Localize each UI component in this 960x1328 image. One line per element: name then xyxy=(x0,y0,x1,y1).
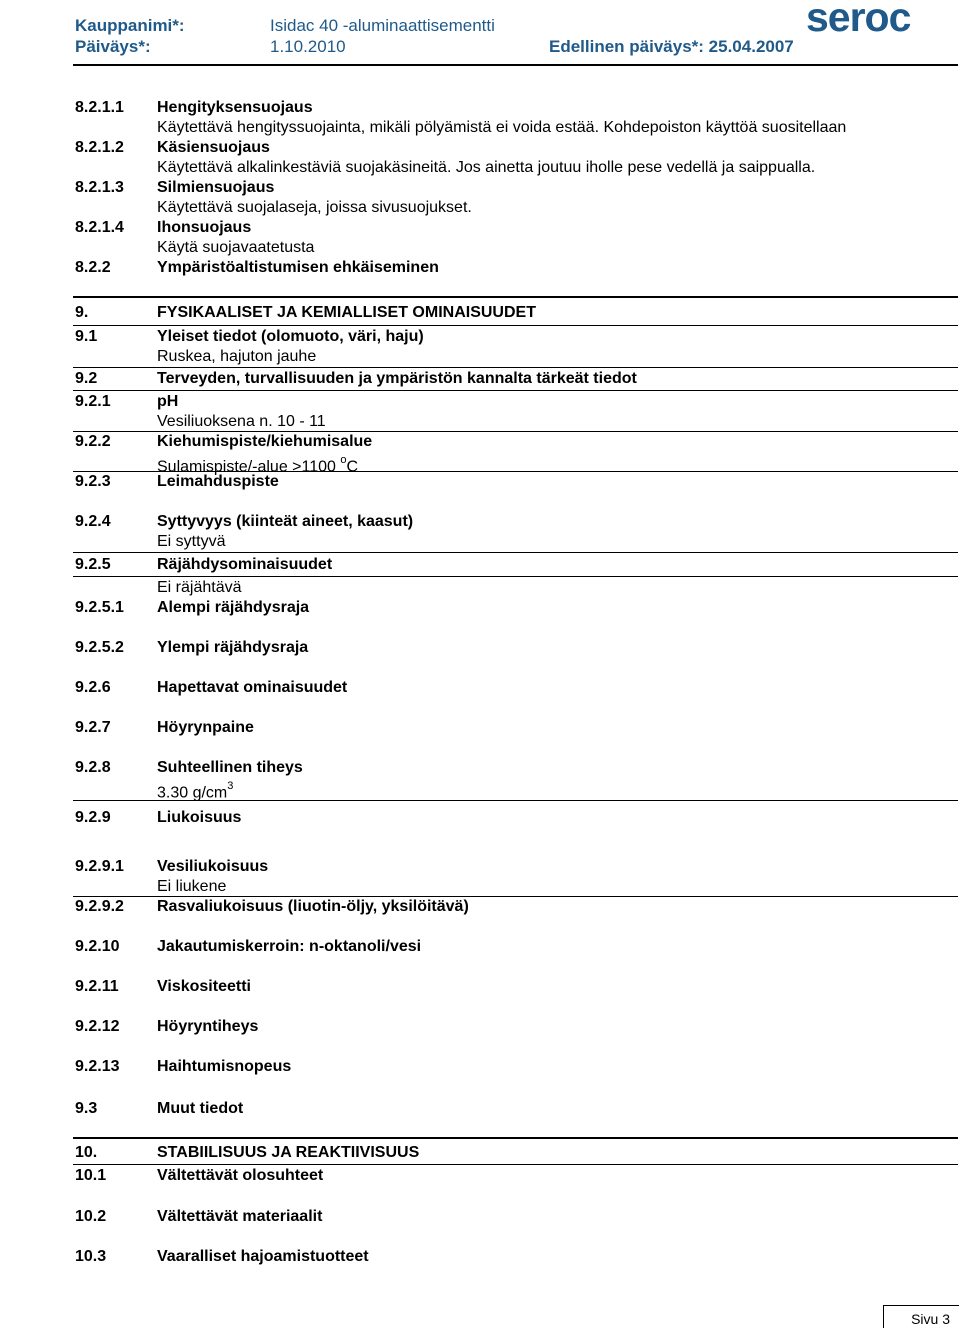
section-number: 8.2.1.3 xyxy=(75,179,124,196)
section-number: 9.2.8 xyxy=(75,759,111,776)
row-divider xyxy=(73,576,958,577)
degree-mark: o xyxy=(340,454,347,466)
section-title: Vältettävät materiaalit xyxy=(157,1208,323,1225)
section-number: 9.2.5.1 xyxy=(75,599,124,616)
section-title: Alempi räjähdysraja xyxy=(157,599,310,616)
section-number: 9.2.11 xyxy=(75,978,119,995)
date-label: Päiväys*: xyxy=(75,37,151,56)
section-number: 8.2.1.1 xyxy=(75,99,124,116)
chapter-title: STABIILISUUS JA REAKTIIVISUUS xyxy=(157,1144,420,1161)
section-title: Silmiensuojaus xyxy=(157,179,275,196)
section-number: 9.2.5 xyxy=(75,556,111,573)
section-number: 10.2 xyxy=(75,1208,107,1225)
section-number: 9.2.2 xyxy=(75,433,111,450)
section-number: 8.2.2 xyxy=(75,259,111,276)
section-title: Hengityksensuojaus xyxy=(157,99,313,116)
section-title: Syttyvyys (kiinteät aineet, kaasut) xyxy=(157,513,414,530)
section-title: Leimahduspiste xyxy=(157,473,279,490)
section-text: Käytettävä suojalaseja, joissa sivusuojukset. xyxy=(157,199,472,216)
row-divider xyxy=(73,367,958,368)
section-number: 9.2.1 xyxy=(75,393,111,410)
section-title: Käsiensuojaus xyxy=(157,139,270,156)
section-title: Vältettävät olosuhteet xyxy=(157,1167,324,1184)
section-number: 9.2.4 xyxy=(75,513,111,530)
section-number: 9.1 xyxy=(75,328,98,345)
chapter-underline xyxy=(73,1164,958,1165)
previous-date: Edellinen päiväys*: 25.04.2007 xyxy=(549,37,794,56)
melting-point-text: Sulamispiste/-alue >1100 xyxy=(157,458,341,476)
section-number: 9.2.5.2 xyxy=(75,639,124,656)
section-title: Ihonsuojaus xyxy=(157,219,252,236)
header-divider xyxy=(73,64,958,66)
section-text: Käytä suojavaatetusta xyxy=(157,239,315,256)
section-title: Jakautumiskerroin: n-oktanoli/vesi xyxy=(157,938,422,955)
section-number: 9.2.9.2 xyxy=(75,898,124,915)
section-number: 10.3 xyxy=(75,1248,107,1265)
section-number: 8.2.1.4 xyxy=(75,219,124,236)
section-title: Terveyden, turvallisuuden ja ympäristön kannalta tärkeät tiedot xyxy=(157,370,637,387)
section-text: Käytettävä hengityssuojainta, mikäli pölyämistä ei voida estää. Kohdepoiston käyttöä suositellaan xyxy=(157,119,847,136)
section-title: Kiehumispiste/kiehumisalue xyxy=(157,433,373,450)
section-text: Ei räjähtävä xyxy=(157,579,242,596)
section-title: Yleiset tiedot (olomuoto, väri, haju) xyxy=(157,328,424,345)
section-title: Haihtumisnopeus xyxy=(157,1058,292,1075)
section-title: Suhteellinen tiheys xyxy=(157,759,303,776)
section-title: Rasvaliukoisuus (liuotin-öljy, yksilöitävä) xyxy=(157,898,469,915)
density-text: 3.30 g/cm xyxy=(157,784,228,802)
section-number: 9.2.13 xyxy=(75,1058,120,1075)
section-number: 9.2.7 xyxy=(75,719,111,736)
section-text: Vesiliuoksena n. 10 - 11 xyxy=(157,413,326,430)
page-number: Sivu 3 xyxy=(911,1311,950,1327)
product-name-value: Isidac 40 -aluminaattisementti xyxy=(270,16,495,35)
unit-text: C xyxy=(346,458,359,476)
section-number: 9.2.12 xyxy=(75,1018,120,1035)
section-number: 9.3 xyxy=(75,1100,98,1117)
section-title: Ympäristöaltistumisen ehkäiseminen xyxy=(157,259,439,276)
chapter-underline xyxy=(73,325,958,326)
section-divider xyxy=(73,296,958,298)
section-number: 8.2.1.2 xyxy=(75,139,124,156)
section-text: Käytettävä alkalinkestäviä suojakäsineitä. Jos ainetta joutuu iholle pese vedellä ja saippualla. xyxy=(157,159,816,176)
date-value: 1.10.2010 xyxy=(270,37,346,56)
section-number: 9.2.6 xyxy=(75,679,111,696)
section-number: 9.2 xyxy=(75,370,98,387)
row-divider xyxy=(73,800,958,801)
chapter-number: 10. xyxy=(75,1144,98,1161)
section-title: pH xyxy=(157,393,179,410)
section-divider xyxy=(73,1137,958,1139)
section-title: Viskositeetti xyxy=(157,978,251,995)
section-title: Liukoisuus xyxy=(157,809,242,826)
row-divider xyxy=(73,552,958,553)
product-name-label: Kauppanimi*: xyxy=(75,16,185,35)
section-text: Ei liukene xyxy=(157,878,227,895)
section-title: Muut tiedot xyxy=(157,1100,244,1117)
seroc-logo: seroc xyxy=(806,0,911,40)
section-text: Ei syttyvä xyxy=(157,533,226,550)
section-title: Vesiliukoisuus xyxy=(157,858,269,875)
section-title: Vaaralliset hajoamistuotteet xyxy=(157,1248,369,1265)
section-number: 9.2.9.1 xyxy=(75,858,124,875)
superscript: 3 xyxy=(227,780,234,792)
section-title: Höyryntiheys xyxy=(157,1018,259,1035)
section-title: Hapettavat ominaisuudet xyxy=(157,679,348,696)
chapter-number: 9. xyxy=(75,304,89,321)
row-divider xyxy=(73,390,958,391)
section-number: 9.2.3 xyxy=(75,473,111,490)
section-text: Ruskea, hajuton jauhe xyxy=(157,348,317,365)
section-number: 9.2.9 xyxy=(75,809,111,826)
section-number: 10.1 xyxy=(75,1167,107,1184)
section-title: Ylempi räjähdysraja xyxy=(157,639,309,656)
chapter-title: FYSIKAALISET JA KEMIALLISET OMINAISUUDET xyxy=(157,304,536,321)
section-title: Räjähdysominaisuudet xyxy=(157,556,333,573)
section-title: Höyrynpaine xyxy=(157,719,254,736)
section-number: 9.2.10 xyxy=(75,938,120,955)
